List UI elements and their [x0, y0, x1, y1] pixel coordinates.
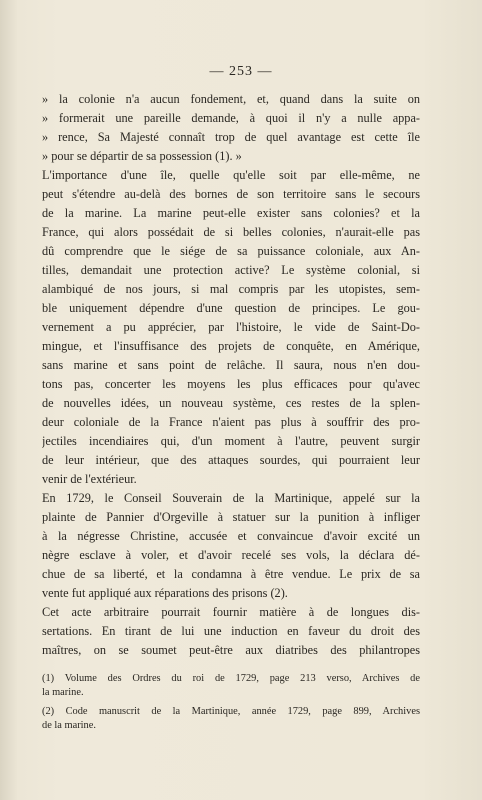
- text-line: alambiqué de nos jours, si mal compris par les utopistes, sem-: [42, 282, 420, 296]
- text-line: chue de sa liberté, et la condamna à être vendue. Le prix de sa: [42, 567, 420, 581]
- text-line: ble uniquement dépendre d'une question de principes. Le gou-: [42, 301, 420, 315]
- text-line: maîtres, on se soumet peut-être aux diatribes des philantropes: [42, 643, 420, 657]
- text-line: vente fut appliqué aux réparations des prisons (2).: [42, 586, 288, 600]
- footnote-line: (2) Code manuscrit de la Martinique, année 1729, page 899, Archives: [42, 706, 420, 717]
- body-text: [42, 90, 420, 660]
- footnote: [42, 672, 420, 700]
- text-line: jectiles incendiaires qui, d'un moment à l'autre, peuvent surgir: [42, 434, 420, 448]
- text-line: dû comprendre que le siége de sa puissance coloniale, aux An-: [42, 244, 420, 258]
- footnotes: [42, 672, 420, 733]
- text-line: de nouvelles idées, un nouveau système, ces restes de la splen-: [42, 396, 420, 410]
- footnote-line: la marine.: [42, 687, 84, 698]
- page-number: — 253 —: [209, 64, 273, 79]
- text-line: tilles, demandait une protection active? Le système colonial, si: [42, 263, 420, 277]
- text-line: L'importance d'une île, quelle qu'elle soit par elle-même, ne: [42, 168, 420, 182]
- text-line: venir de l'extérieur.: [42, 472, 137, 486]
- text-line: deur coloniale de la France n'aient pas plus à souffrir des pro-: [42, 415, 420, 429]
- text-line: de la marine. La marine peut-elle exister sans colonies? et la: [42, 206, 420, 220]
- text-line: tons pas, concerter les moyens les plus efficaces pour qu'avec: [42, 377, 420, 391]
- text-line: de leur intérieur, que des attaques sourdes, qui pourraient leur: [42, 453, 420, 467]
- footnote-line: de la marine.: [42, 720, 96, 731]
- text-line: à la négresse Christine, accusée et convaincue d'avoir excité un: [42, 529, 420, 543]
- text-line: Cet acte arbitraire pourrait fournir matière à de longues dis-: [42, 605, 420, 619]
- text-line: » formerait une pareille demande, à quoi il n'y a nulle appa-: [42, 111, 420, 125]
- text-line: vernement a pu apprécier, par l'histoire, le vide de Saint-Do-: [42, 320, 420, 334]
- text-line: nègre esclave à voler, et d'avoir recelé ses vols, la déclara dé-: [42, 548, 420, 562]
- text-line: » pour se départir de sa possession (1). »: [42, 149, 242, 163]
- text-line: » la colonie n'a aucun fondement, et, quand dans la suite on: [42, 92, 420, 106]
- text-line: peut s'étendre au-delà des bornes de son territoire sans le secours: [42, 187, 420, 201]
- footnote: [42, 705, 420, 733]
- text-line: sertations. En tirant de lui une induction en faveur du droit des: [42, 624, 420, 638]
- text-line: » rence, Sa Majesté connaît trop de quel avantage est cette île: [42, 130, 420, 144]
- text-line: plainte de Pannier d'Orgeville à statuer sur la punition à infliger: [42, 510, 420, 524]
- text-line: En 1729, le Conseil Souverain de la Martinique, appelé sur la: [42, 491, 420, 505]
- text-line: mingue, et l'insuffisance des projets de conquête, en Amérique,: [42, 339, 420, 353]
- text-line: France, qui alors possédait de si belles colonies, n'aurait-elle pas: [42, 225, 420, 239]
- text-line: sans marine et sans point de relâche. Il saura, nous n'en dou-: [42, 358, 420, 372]
- footnote-line: (1) Volume des Ordres du roi de 1729, page 213 verso, Archives de: [42, 673, 420, 684]
